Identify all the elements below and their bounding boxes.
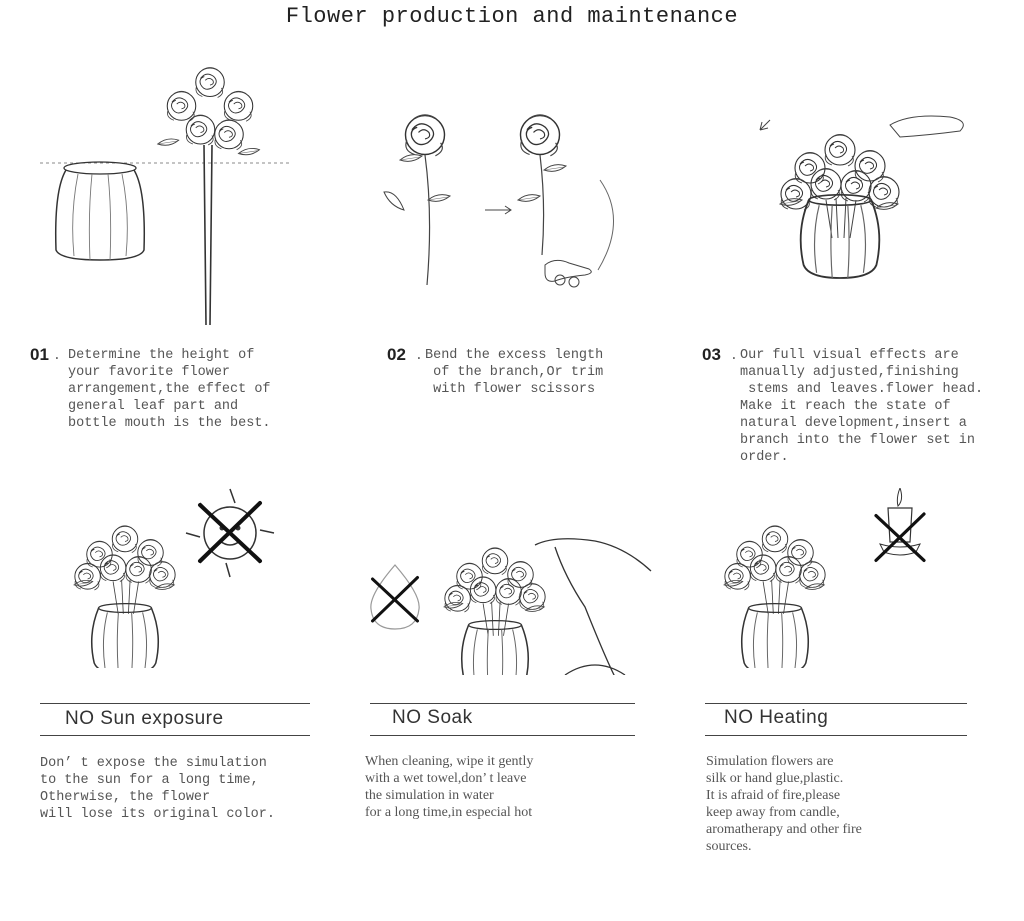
step2-illustration — [380, 90, 640, 300]
divider — [705, 735, 967, 736]
warning-title-heating: NO Heating — [724, 707, 829, 728]
divider — [370, 703, 635, 704]
step-03: 03 . Our full visual effects are manually adjusted,finishing stems and leaves.flower head. Make it reach the state of natural development,insert a branch into the flower set in order. — [702, 347, 1024, 466]
divider — [40, 703, 310, 704]
step-number: 03 — [702, 347, 721, 364]
step-text: Bend the excess length of the branch,Or trim with flower scissors — [425, 348, 604, 397]
divider — [370, 735, 635, 736]
warning-text-heating: Simulation flowers are silk or hand glue,plastic. It is afraid of fire,please keep away from candle, aromatherapy and other fire sources. — [706, 754, 862, 854]
step-01: 01 . Determine the height of your favorite flower arrangement,the effect of general leaf part and bottle mouth is the best. — [30, 347, 330, 432]
warning-title-soak: NO Soak — [392, 707, 473, 728]
step1-illustration — [40, 55, 300, 335]
step-number: 01 — [30, 345, 49, 364]
warning-title-sun: NO Sun exposure — [65, 708, 224, 729]
divider — [40, 735, 310, 736]
step3-illustration — [740, 90, 1000, 305]
step-text: Determine the height of your favorite flower arrangement,the effect of general leaf part and bottle mouth is the best. — [68, 348, 271, 431]
warning-text-soak: When cleaning, wipe it gently with a wet towel,don’ t leave the simulation in water for a long time,in especial hot — [365, 754, 534, 820]
no-sun-illustration — [50, 488, 310, 668]
page-title: Flower production and maintenance — [285, 4, 739, 29]
no-heating-illustration — [715, 488, 975, 668]
step-02: 02 . Bend the excess length of the branch,Or trim with flower scissors — [387, 347, 687, 398]
warning-text-sun: Don’ t expose the simulation to the sun for a long time, Otherwise, the flower will lose its original color. — [40, 756, 275, 822]
divider — [705, 703, 967, 704]
step-number: 02 — [387, 345, 406, 364]
no-soak-illustration — [355, 525, 655, 675]
step-text: Our full visual effects are manually adjusted,finishing stems and leaves.flower head. Make it reach the state of natural development,insert a branch into the flower set in order. — [740, 348, 984, 465]
